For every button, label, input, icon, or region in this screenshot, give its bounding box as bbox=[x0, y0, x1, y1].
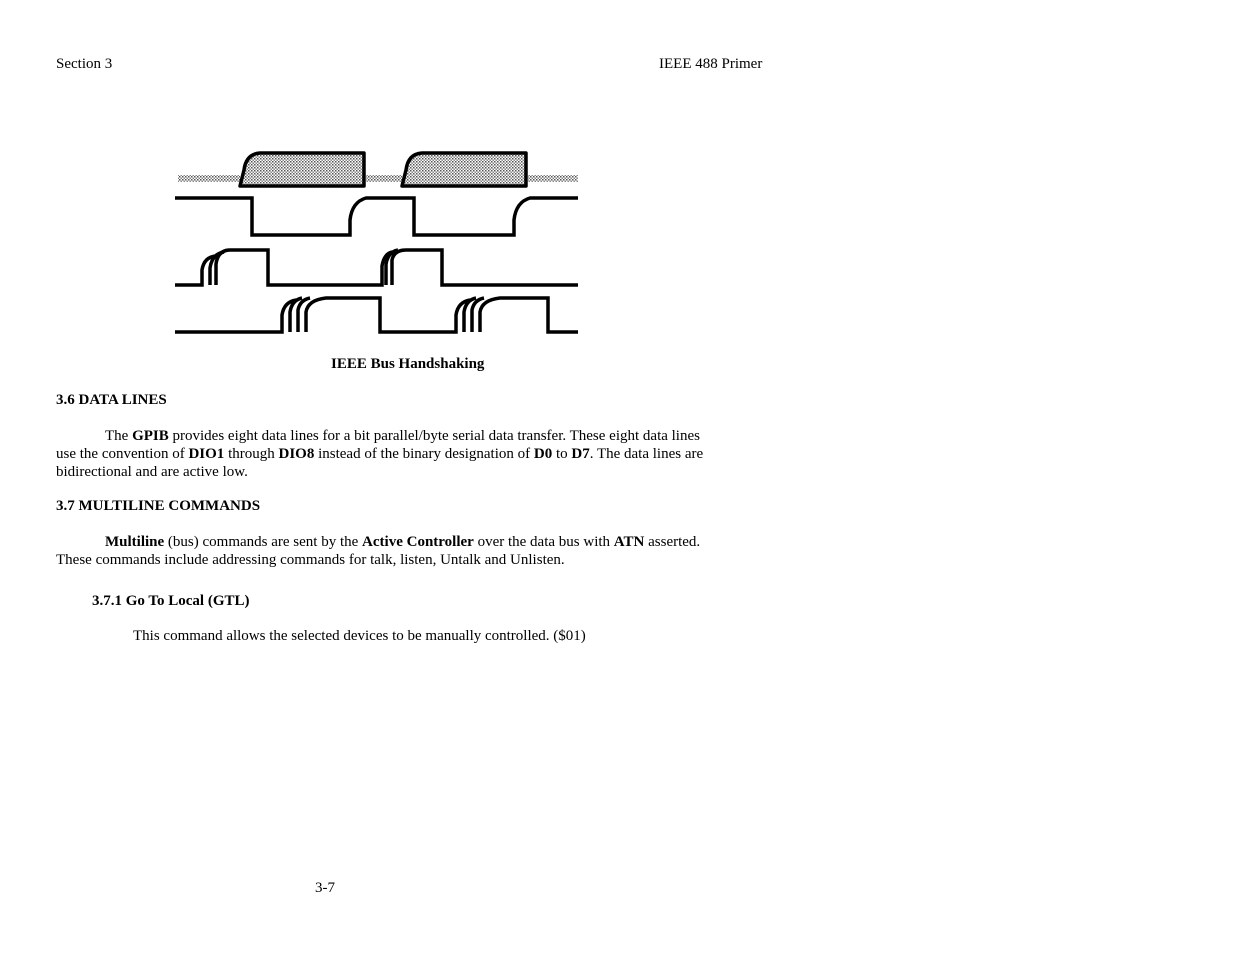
figure-caption: IEEE Bus Handshaking bbox=[331, 356, 485, 372]
ndac-trace bbox=[175, 298, 578, 332]
nrfd-trace bbox=[175, 250, 578, 285]
dav-trace bbox=[175, 198, 578, 235]
handshake-timing-diagram bbox=[170, 140, 590, 340]
section-3-7-1-heading: 3.7.1 Go To Local (GTL) bbox=[92, 593, 250, 609]
section-3-7-1-text: This command allows the selected devices to be manually controlled. ($01) bbox=[133, 628, 586, 644]
running-header-section: Section 3 bbox=[56, 56, 113, 72]
section-3-6-heading: 3.6 DATA LINES bbox=[56, 392, 167, 408]
section-3-7-heading: 3.7 MULTILINE COMMANDS bbox=[56, 498, 261, 514]
section-3-6-paragraph: The GPIB provides eight data lines for a bit parallel/byte serial data transfer. These eight data lines use the convention of DIO1 through DIO8 instead of the binary designation of D0 to D7. The data lines are bidirectional and are active low. bbox=[56, 428, 704, 480]
running-header-title: IEEE 488 Primer bbox=[659, 56, 763, 72]
data-bus-trace bbox=[178, 153, 578, 186]
section-3-7-paragraph: Multiline (bus) commands are sent by the Active Controller over the data bus with ATN asserted. These commands include addressing commands for talk, listen, Untalk and Unlisten. bbox=[56, 534, 701, 568]
page-number: 3-7 bbox=[315, 880, 335, 896]
